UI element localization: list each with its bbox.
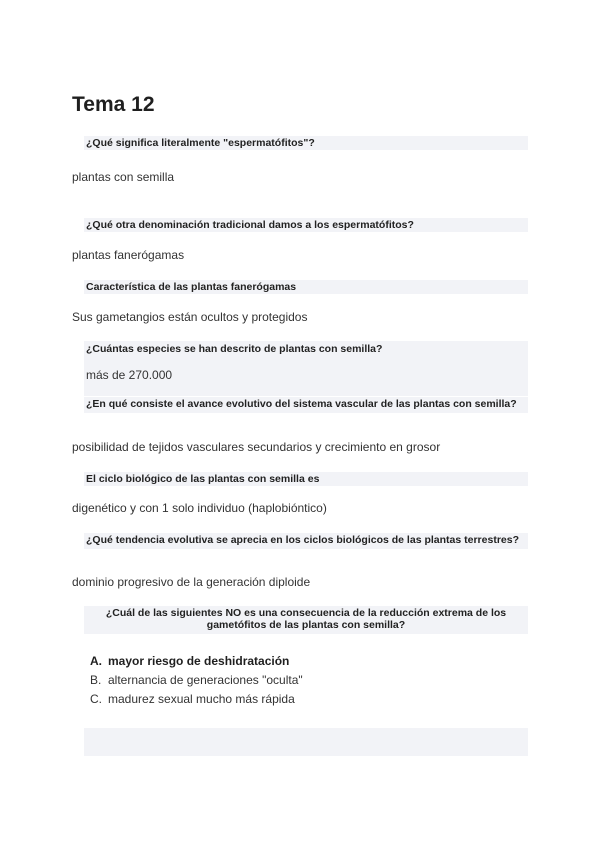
option-c-text: madurez sexual mucho más rápida: [108, 692, 295, 706]
page-title: Tema 12: [72, 93, 155, 116]
answer-2: plantas fanerógamas: [72, 248, 185, 262]
answer-3: Sus gametangios están ocultos y protegidos: [72, 310, 308, 324]
option-a[interactable]: [90, 652, 303, 671]
option-b-letter: B.: [90, 673, 102, 687]
option-c-letter: C.: [90, 692, 102, 706]
question-4: ¿Cuántas especies se han descrito de plantas con semilla?: [86, 343, 383, 355]
question-4-block: [84, 341, 528, 396]
option-a-letter: A.: [90, 654, 102, 668]
empty-answer-box: [84, 728, 528, 756]
option-c[interactable]: [90, 690, 303, 709]
answer-7: dominio progresivo de la generación diploide: [72, 575, 311, 589]
mc-options: [90, 652, 303, 709]
question-3: Característica de las plantas fanerógamas: [84, 280, 528, 294]
mc-question: ¿Cuál de las siguientes NO es una consecuencia de la reducción extrema de los gametófitos de las plantas con semilla?: [84, 606, 528, 634]
option-b[interactable]: [90, 671, 303, 690]
answer-4: más de 270.000: [86, 368, 173, 382]
answer-6: digenético y con 1 solo individuo (haplobióntico): [72, 501, 327, 515]
question-2: ¿Qué otra denominación tradicional damos a los espermatófitos?: [84, 218, 528, 232]
option-b-text: alternancia de generaciones "oculta": [108, 673, 303, 687]
question-5: ¿En qué consiste el avance evolutivo del sistema vascular de las plantas con semilla?: [84, 397, 528, 413]
answer-5: posibilidad de tejidos vasculares secundarios y crecimiento en grosor: [72, 440, 441, 454]
question-7: ¿Qué tendencia evolutiva se aprecia en los ciclos biológicos de las plantas terrestres?: [84, 533, 528, 549]
question-1: ¿Qué significa literalmente "espermatófitos"?: [84, 136, 528, 150]
option-a-text: mayor riesgo de deshidratación: [108, 654, 290, 668]
question-6: El ciclo biológico de las plantas con semilla es: [84, 472, 528, 486]
answer-1: plantas con semilla: [72, 170, 175, 184]
